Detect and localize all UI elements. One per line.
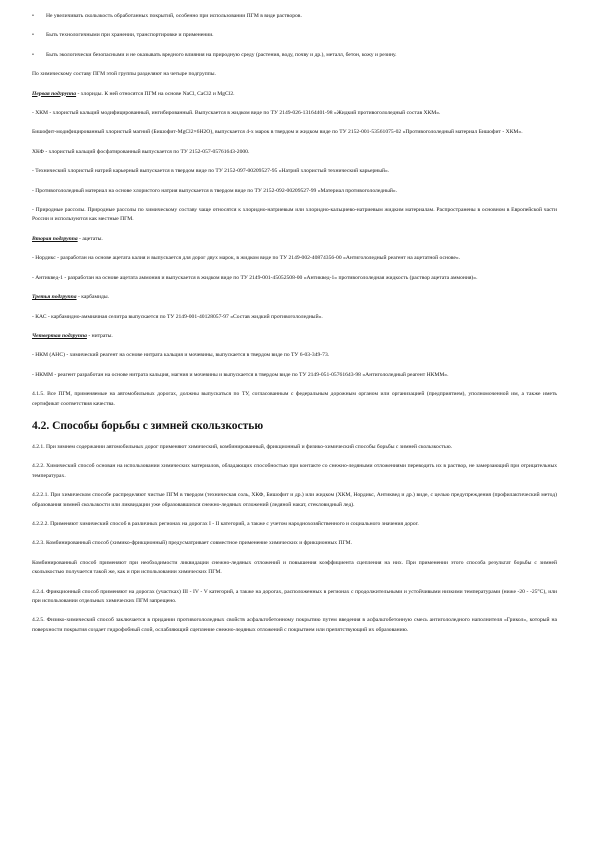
list-item — [32, 31, 557, 40]
subgroup-1-heading — [32, 90, 557, 99]
subgroup-3-rest: - карбамиды. — [76, 294, 110, 301]
subgroup-3-heading — [32, 293, 557, 302]
subgroup-1-title: Первая подгруппа — [32, 90, 77, 97]
paragraph: - Противогололедный материал на основе хлористого натрия выпускается в твердом виде по ТУ 2152-092-00209527-99 «Материал противогололедный». — [32, 187, 398, 194]
list-item — [32, 12, 557, 21]
paragraph: - Антиквед-1 - разработан на основе ацетата аммония и выпускается в жидком виде по ТУ 2149-001-45052508-00 «Антиквед-1» противогололедная жидкость (раствор ацетата аммония)». — [32, 274, 478, 281]
paragraph: - Природные рассолы. Природные рассолы по химическому составу чаще относятся к хлоридно-натриевым или хлоридно-кальциево-натриевым жидким материалам. Распространены в основном в Европейской части России и используются как местные ПГМ. — [32, 207, 557, 223]
paragraph: - НКММ - реагент разработан на основе нитрата кальция, магния и мочевины и выпускается в твердом виде по ТУ 2149-051-05761643-98 «Антигололедный реагент НКММ». — [32, 371, 449, 378]
bullet-text: Быть экологически безопасными и не оказывать вредного влияния на природную среду (растения, воду, почву и др.), металл, бетон, кожу и резину. — [46, 51, 397, 58]
paragraph: Комбинированный способ применяют при необходимости ликвидации снежно-ледяных отложений и повышения коэффициента сцепления на них. При применении этого способа результат борьбы с зимней скользкостью получается такой же, как и при использовании химических ПГМ. — [32, 559, 557, 576]
paragraph: Бишофит-модифицированный хлористый магний (Бишофит-MgCl2×6H2O), выпускается 4-х марок в твердом и жидком виде по ТУ 2152-001-53561075-02 «Противогололедный материал Бишофит - ХКМ». — [32, 129, 523, 136]
subgroup-4-heading — [32, 332, 557, 341]
subgroup-2-title: Вторая подгруппа — [32, 235, 78, 242]
paragraph: 4.2.2.1. При химическом способе распределяют чистые ПГМ в твердом (техническая соль, ХКФ, Бишофит и др.) или жидком (ХКМ, Нордикс, Антиквед и др.) виде, с целью предупреждения (профилактический метод) образования зимней скользкости или ликвидации уже образовавшихся снежно-ледяных отложений (ледяной накат, стекловидный лед). — [32, 492, 557, 508]
bullet-text: Быть технологичными при хранении, транспортировке и применении. — [46, 32, 214, 39]
paragraph: 4.2.4. Фрикционный способ применяют на дорогах (участках) III - IV - V категорий, а также на дорогах, расположенных в регионах с продолжительными и устойчивыми низкими температурами (ниже -20 - -25°С), или при использовании отдельных химических ПГМ запрещено. — [32, 588, 557, 604]
intro-paragraph: По химическому составу ПГМ этой группы разделяют на четыре подгруппы. — [32, 71, 216, 78]
subgroup-2-heading — [32, 235, 557, 244]
paragraph: 4.2.2. Химический способ основан на использовании химических материалов, обладающих способностью при контакте со снежно-ледяными отложениями переводить их в раствор, не замерзающий при отрицательных температурах. — [32, 463, 557, 479]
bullet-icon: • — [32, 13, 34, 19]
paragraph: 4.2.1. При зимнем содержании автомобильных дорог применяют химический, комбинированный, фрикционный и физико-химический способы борьбы с зимней скользкостью. — [32, 443, 453, 450]
subgroup-4-title: Четвертая подгруппа — [32, 332, 87, 339]
paragraph: - Технический хлористый натрий карьерный выпускается в твердом виде по ТУ 2152-097-00209527-95 «Натрий хлористый технический карьерный». — [32, 168, 390, 175]
subgroup-2-rest: - ацетаты. — [77, 235, 103, 242]
paragraph: ХКФ - хлористый кальций фосфатированный выпускается по ТУ 2152-057-05761643-2000. — [32, 148, 250, 155]
subgroup-4-rest: - нитраты. — [86, 332, 113, 339]
paragraph: - КАС - карбамидно-аммиачная селитра выпускается по ТУ 2149-001-40128057-97 «Состав жидкий противогололедный». — [32, 313, 323, 320]
paragraph: - ХКМ - хлористый кальций модифицированный, ингибированный. Выпускается в жидком виде по ТУ 2149-026-13164401-98 «Жидкий противогололедный состав ХКМ». — [32, 110, 441, 117]
paragraph: - Нордикс - разработан на основе ацетата калия и выпускается для дорог двух марок, в жидком виде по ТУ 2149-002-40874356-00 «Антигололедный реагент на ацетатной основе». — [32, 255, 461, 262]
paragraph: - НКМ (АНС) - химический реагент на основе нитрата кальция и мочевины, выпускается в твердом виде по ТУ 6-03-349-73. — [32, 352, 330, 359]
paragraph: 4.2.5. Физико-химический способ заключается в придании противогололедных свойств асфальтобетонному покрытию путем введения в асфальтобетонную смесь антигололедного наполнителя «Грикол», который на поверхности покрытия создает гидрофобный слой, ослабляющий сцепление снежно-ледяных отложений с покрытием или препятствующий их образованию. — [32, 617, 557, 633]
subgroup-1-rest: - хлориды. К ней относятся ПГМ на основе NaCl, CaCl2 и MgCl2. — [76, 90, 235, 97]
bullet-text: Не увеличивать скользкость обработанных покрытий, особенно при использовании ПГМ в виде растворов. — [46, 13, 302, 19]
bullet-icon: • — [32, 32, 34, 39]
paragraph: 4.2.3. Комбинированный способ (химико-фрикционный) предусматривает совместное применение химических и фрикционных ПГМ. — [32, 540, 353, 547]
subgroup-3-title: Третья подгруппа — [32, 294, 77, 301]
paragraph: 4.2.2.2. Применяют химический способ в различных регионах на дорогах I - II категорий, а также с учетом народнохозяйственного и социального значения дорог. — [32, 520, 419, 527]
list-item — [32, 51, 557, 60]
bullet-icon: • — [32, 51, 34, 58]
section-heading: 4.2. Способы борьбы с зимней скользкостью — [32, 419, 264, 432]
paragraph: 4.1.5. Все ПГМ, применяемые на автомобильных дорогах, должны выпускаться по ТУ, согласованным с федеральным дорожным органом или организацией (предприятием), уполномоченной им, а также иметь сертификат соответствия качества. — [32, 391, 557, 407]
